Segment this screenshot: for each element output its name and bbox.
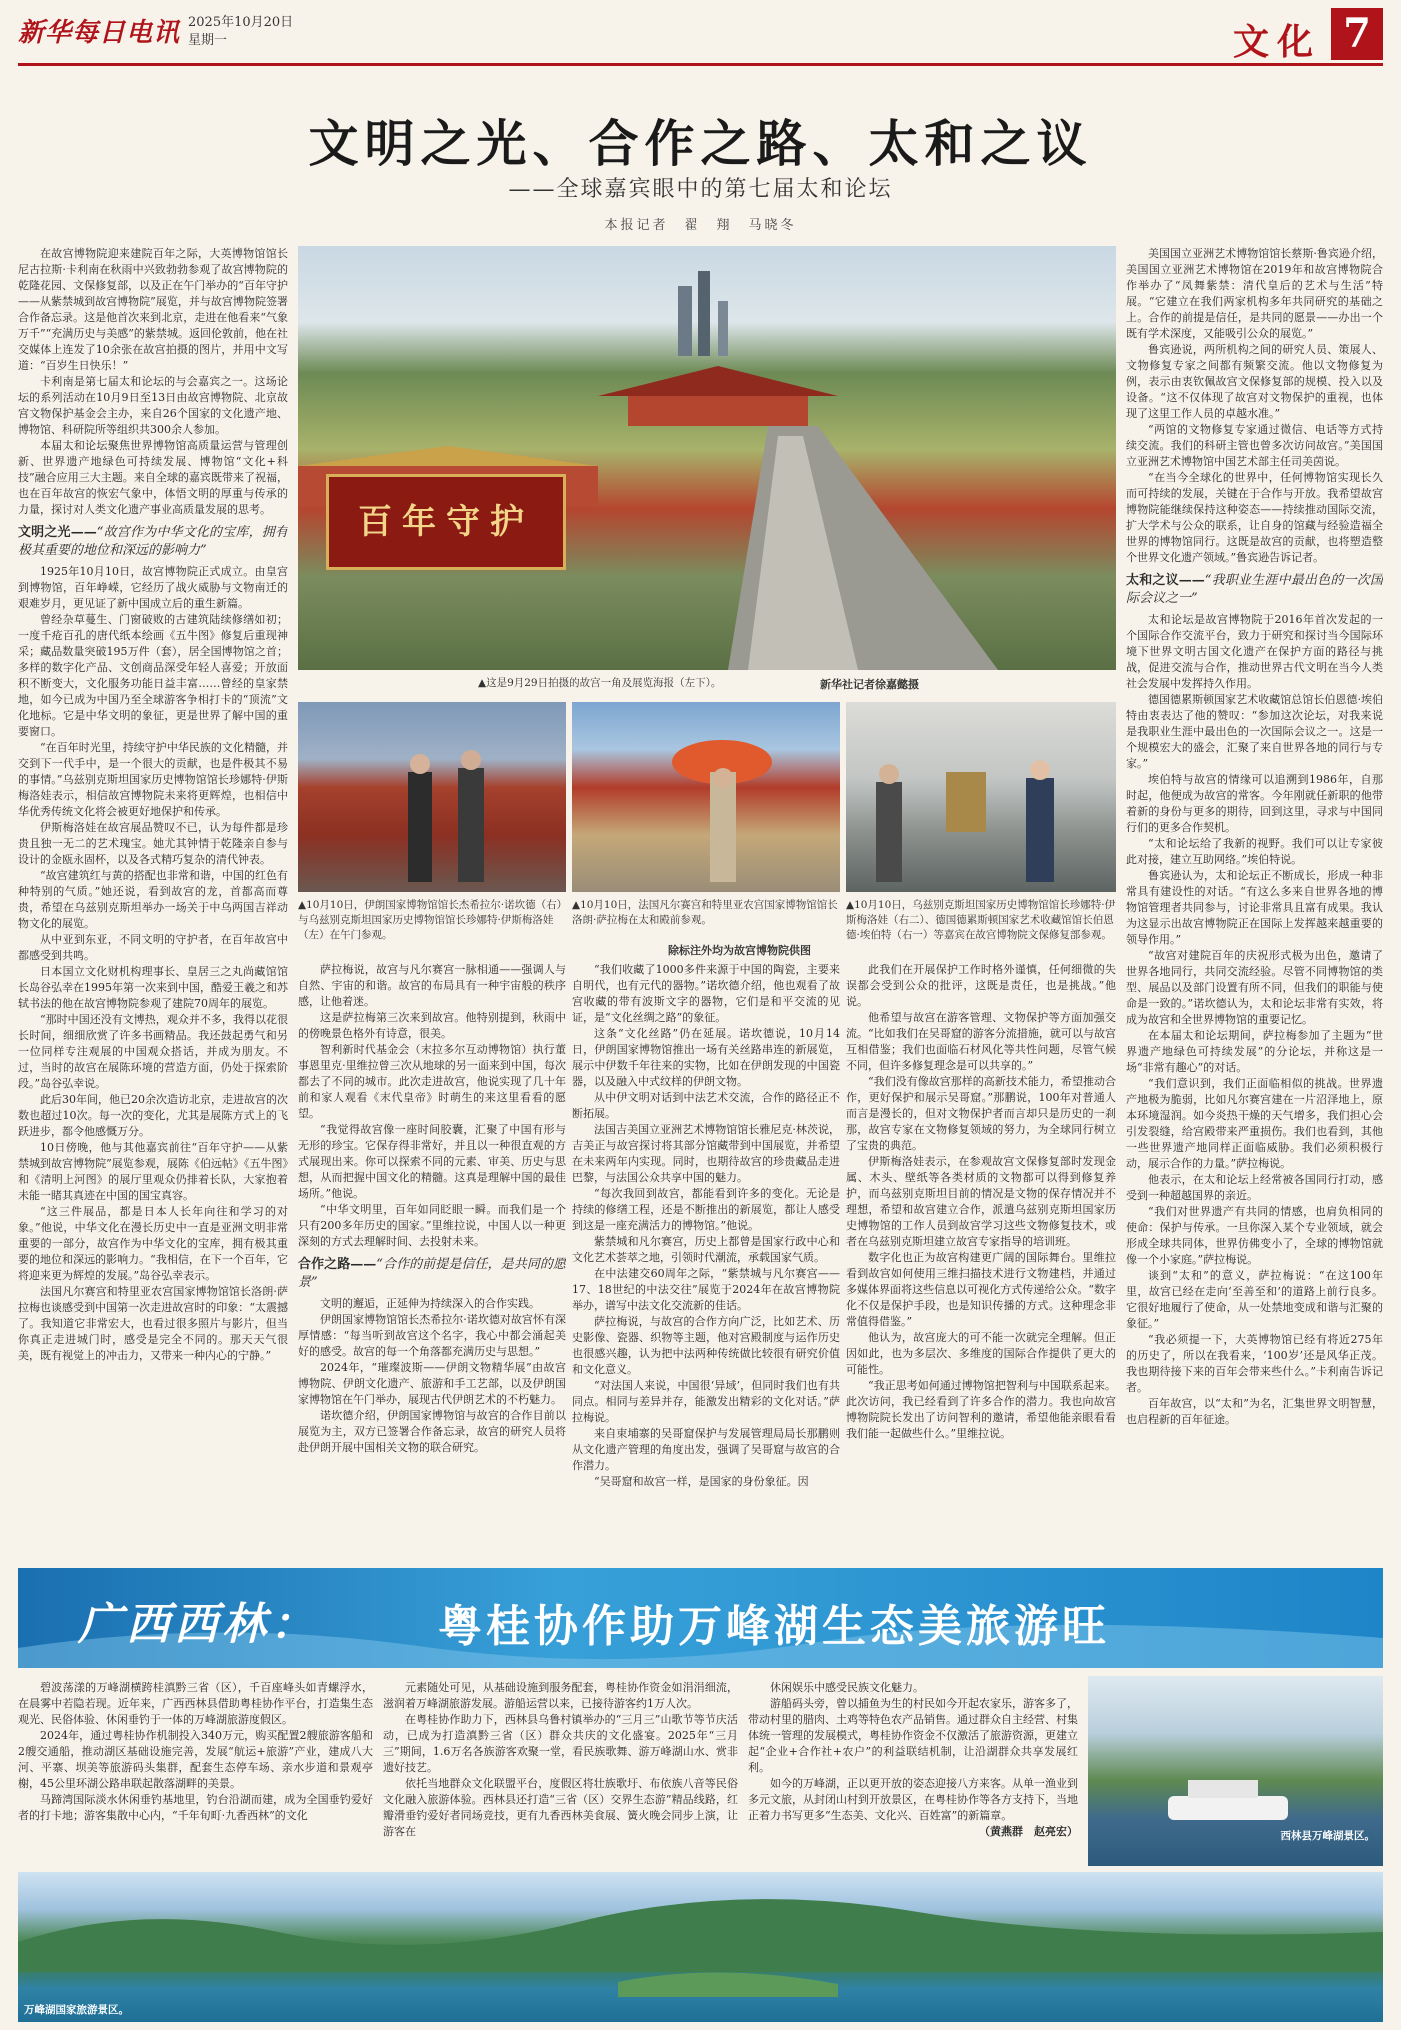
issue-date: 2025年10月20日	[188, 15, 294, 30]
paragraph: 太和论坛是故宫博物院于2016年首次发起的一个国际合作交流平台，致力于研究和探讨当今国际环境下世界文明古国文化遗产在保护方面的路径与挑战，促进交流与合作，推动世界古代文明在当今人类社会发展中发挥持久作用。	[1126, 613, 1383, 690]
main-photo-credit: 新华社记者徐嘉懿摄	[820, 678, 919, 691]
reporter-signature: （黄燕群 赵亮宏）	[979, 1825, 1078, 1838]
paragraph: “中华文明里，百年如同眨眼一瞬。而我们是一个只有200多年历史的国家。”里维拉说，中国人以一种更深刻的方式去理解时间、去投射未来。	[298, 1203, 566, 1248]
paragraph: “故宫对建院百年的庆祝形式极为出色，邀请了世界各地同行，共同交流经验。尽管不同博物馆的类型、展品以及部门设置有所不同，但我们的职能与使命是一致的。”诺坎德认为，太和论坛非常有实效，将成为故宫和全世界博物馆的重要记忆。	[1126, 949, 1383, 1026]
lake-boat-caption: 西林县万峰湖景区。	[1280, 1830, 1375, 1842]
photo-caption-2: ▲10月10日，法国凡尔赛宫和特里亚农宫国家博物馆馆长洛朗·萨拉梅在太和殿前参观。	[572, 899, 838, 926]
paragraph: 从中伊文明对话到中法艺术交流，合作的路径正不断拓展。	[572, 1091, 840, 1120]
paragraph: “两馆的文物修复专家通过微信、电话等方式持续交流。我们的科研主管也曾多次访问故宫。”美国国立亚洲艺术博物馆中国艺术部主任司美茵说。	[1126, 423, 1383, 468]
article-column-2	[298, 962, 566, 1558]
paragraph: 2024年，“璀璨波斯——伊朗文物精华展”由故宫博物院、伊朗文化遗产、旅游和手工艺部，以及伊朗国家博物馆在午门举办，展现古代伊朗艺术的不朽魅力。	[298, 1361, 566, 1406]
paragraph: “我们没有像故宫那样的高新技术能力，希望推动合作，更好保护和展示吴哥窟。”那鹏说，100年对普通人而言是漫长的，但对文物保护者而言却只是历史的一刹那，故宫专家在文物修复领域的努力，为全球同行树立了宝贵的典范。	[846, 1075, 1116, 1152]
paragraph: 来自束埔寨的吴哥窟保护与发展管理局局长那鹏则从文化遗产管理的角度出发，强调了吴哥窟与故宫的合作潜力。	[572, 1427, 840, 1472]
paragraph: “我们对世界遗产有共同的情感，也肩负相同的使命：保护与传承。一旦你深入某个专业领域，就会形成全球共同体，世界仿佛变小了，全球的博物馆就像一个小家庭。”萨拉梅说。	[1126, 1205, 1383, 1266]
paragraph: 2024年，通过粤桂协作机制投入340万元，购买配置2艘旅游客船和2艘交通船，推动湖区基础设施完善，发展“航运+旅游”产业，建成八大河、平寨、坝美等旅游码头集群，配套生态停车场、亲水步道和景观亭榭，45公里环湖公路串联起散落湖畔的美景。	[18, 1729, 373, 1790]
photo-conservation-department	[846, 702, 1116, 892]
paragraph: 美国国立亚洲艺术博物馆馆长蔡斯·鲁宾逊介绍，美国国立亚洲艺术博物馆在2019年和故宫博物院合作举办了“凤舞紫禁：清代皇后的艺术与生活”特展。“它建立在我们两家机构多年共同研究的基础之上。合作的前提是信任，是共同的愿景——办出一个既有学术深度，又能吸引公众的展览。”	[1126, 247, 1383, 340]
headline-subtitle: ——全球嘉宾眼中的第七届太和论坛	[508, 177, 893, 202]
paragraph: “我必须提一下，大英博物馆已经有将近275年的历史了，所以在我看来，‘100岁’还是风华正茂。我也期待接下来的百年会带来些什么。”卡利南告诉记者。	[1126, 1333, 1383, 1394]
paragraph: 依托当地群众文化联盟平台，度假区将壮族歌圩、布依族八音等民俗文化融入旅游体验。西林县还打造“三省（区）交界生态游”精品线路，红瓣滑垂钓爱好者同场竞技，更有九香西林美食展、簧火晚会同步上演，让游客在	[383, 1777, 738, 1838]
banner-headline: 粤桂协作助万峰湖生态美旅游旺	[438, 1601, 1110, 1652]
section-name: 文化	[1232, 21, 1321, 63]
newspaper-logo: 新华每日电讯	[18, 18, 181, 48]
paragraph: “太和论坛给了我新的视野。我们可以让专家彼此对接，建立互助网络。”埃伯特说。	[1126, 837, 1383, 866]
paragraph: 在粤桂协作助力下，西林县乌鲁村镇举办的“三月三”山歌节等节庆活动，已成为打造滇黔三省（区）群众共庆的文化盛宴。2025年“三月三”期间，1.6万名各族游客欢聚一堂，看民族歌舞、游万峰湖山水、赏非遗好技艺。	[383, 1713, 738, 1774]
paragraph: 数字化也正为故宫构建更广阔的国际舞台。里维拉看到故宫如何使用三维扫描技术进行文物建档，并通过多媒体界面将这些信息以可视化方式传递给公众。“数字化不仅是保护手段，也是知识传播的方式。这种理念非常值得借鉴。”	[846, 1251, 1116, 1328]
paragraph: 萨拉梅说，与故宫的合作方向广泛，比如艺术、历史影像、瓷器、织物等主题，他对宫殿制度与运作历史也很感兴趣，认为把中法两种传统做比较很有研究价值和文化意义。	[572, 1315, 840, 1376]
issue-date-block	[188, 14, 293, 50]
paragraph: “我正思考如何通过博物馆把智利与中国联系起来。此次访问，我已经看到了许多合作的潜力。我也向故宫博物院院长发出了访问智利的邀请，希望他能亲眼看看我们能一起做些什么。”里维拉说。	[846, 1379, 1116, 1440]
paragraph: 法国凡尔赛宫和特里亚农宫国家博物馆馆长洛朗·萨拉梅也谈感受到中国第一次走进故宫时的印象：“太震撼了。我知道它非常宏大，也看过很多照片与影片，但当你真正走进城门时，感受是完全不同的。那天天气很美，既有视觉上的冲击力，又带来一种内心的宁静。”	[18, 1285, 288, 1362]
paragraph: “那时中国还没有文博热，观众并不多，我得以花很长时间，细细欣赏了许多书画精品。我还鼓起勇气和另一位同样专注观展的中国观众搭话，并成为朋友。不过，当时的故宫在展陈环境的营造方面，仍处于探索阶段。”岛谷弘幸说。	[18, 1013, 288, 1090]
conservation-visitors	[846, 702, 1116, 892]
photo-hall-of-supreme-harmony	[572, 702, 840, 892]
paragraph: 萨拉梅说，故宫与凡尔赛宫一脉相通——强调人与自然、宇宙的和谐。故宫的布局具有一种宇宙般的秩序感，让他着迷。	[298, 963, 566, 1008]
paragraph: 伊斯梅洛娃表示，在参观故宫文保修复部时发现金属、木头、壁纸等各类材质的文物都可以得到修复养护，而乌兹别克斯坦目前的情况是文物的保存情况并不理想，希望和故宫建立合作，派遣乌兹别克斯坦国家历史博物馆的工作人员到故宫学习这些文物修复技术，或者在乌兹别克斯坦建立故宫专家指导的培训班。	[846, 1155, 1116, 1248]
paragraph: 百年故宫，以“太和”为名，汇集世界文明智慧，也启程新的百年征途。	[1126, 1397, 1383, 1426]
headline-title: 文明之光、合作之路、太和之议	[308, 114, 1093, 173]
paragraph: 文明的邂逅，正延伸为持续深入的合作实践。	[320, 1297, 540, 1310]
photo-wanfeng-lake-panorama	[18, 1872, 1383, 2022]
banner-location: 广西西林：	[78, 1599, 318, 1650]
paragraph: 休闲娱乐中感受民族文化魅力。	[770, 1681, 924, 1694]
paragraph: 埃伯特与故宫的情缘可以追溯到1986年，自那时起，他便成为故宫的常客。今年刚就任新职的他带着新的身份与更多的期待，回到这里，寻求与中国同行们的更多合作契机。	[1126, 773, 1383, 834]
paragraph: 他希望与故宫在游客管理、文物保护等方面加强交流。“比如我们在吴哥窟的游客分流措施，就可以与故宫互相借鉴；我们也面临石材风化等共性问题，尽管气候不同，但许多修复理念是可以共享的。”	[846, 1011, 1116, 1072]
paragraph: 此后30年间，他已20余次造访北京，走进故宫的次数也超过10次。每一次的变化，尤其是展陈方式上的飞跃进步，都令他感慨万分。	[18, 1093, 288, 1138]
paragraph: 这是萨拉梅第三次来到故宫。他特别提到，秋雨中的傍晚景色格外有诗意，很美。	[298, 1011, 566, 1040]
paragraph: 鲁宾逊说，两所机构之间的研究人员、策展人、文物修复专家之间都有频繁交流。他以文物修复为例，表示由衷钦佩故宫文保修复部的规模、投入以及设备。“这不仅体现了故宫对文物保护的重视，也体现了这里工作人员的卓越水准。”	[1126, 343, 1383, 420]
photo-meridian-gate-visitors	[298, 702, 566, 892]
paragraph: 如今的万峰湖，正以更开放的姿态迎接八方来客。从单一渔业到多元文旅，从封闭山村到开放景区，在粤桂协作等各方支持下，当地正着力书写更多“生态美、文化兴、百姓富”的新篇章。	[748, 1777, 1078, 1822]
paragraph: 日本国立文化财机构理事长、皇居三之丸尚藏馆馆长岛谷弘幸在1995年第一次来到中国，酷爱王羲之和苏轼书法的他在故宫博物院参观了建院70周年的展览。	[18, 965, 288, 1010]
paragraph: 1925年10月10日，故宫博物院正式成立。由皇宫到博物馆，百年峥嵘，它经历了战火威胁与文物南迁的艰难岁月，更见证了新中国成立后的重生新篇。	[18, 565, 288, 610]
paragraph: 法国吉美国立亚洲艺术博物馆馆长雅尼克·林茨说，吉美正与故宫探讨将其部分馆藏带到中国展览，并希望在未来两年内实现。同时，也期待故宫的珍贵藏品走进巴黎，与法国公众共享中国的魅力。	[572, 1123, 840, 1184]
exhibition-poster	[326, 474, 566, 570]
paragraph: 马蹄湾国际淡水休闲垂钓基地里，钓台沿湖而建，成为全国垂钓爱好者的打卡地；游客集散中心内，“千年旬町·九香西林”的文化	[18, 1793, 373, 1822]
section-heading-2: 合作之路——“合作的前提是信任，是共同的愿景”	[298, 1257, 566, 1290]
lake-landscape	[18, 1872, 1383, 2022]
paragraph: “吴哥窟和故宫一样，是国家的身份象征。因	[594, 1475, 809, 1488]
photo-wanfeng-lake-boat	[1088, 1676, 1383, 1866]
paragraph: 鲁宾逊认为，太和论坛正不断成长，形成一种非常具有建设性的对话。“有这么多来自世界各地的博物馆管理者共同参与，讨论非常具且富有成果。我认为这显示出故宫博物院正在国际上发挥越来越重要的领导作用。”	[1126, 869, 1383, 946]
paragraph: “对法国人来说，中国很‘异域’，但同时我们也有共同点。相同与差异并存，能激发出精彩的文化对话。”萨拉梅说。	[572, 1379, 840, 1424]
masthead	[18, 8, 1383, 66]
paragraph: 碧波荡漾的万峰湖横跨桂滇黔三省（区），千百座峰头如青螺浮水，在晨雾中若隐若现。近年来，广西西林县借助粤桂协作平台，打造集生态观光、民俗体验、休闲垂钓于一体的万峰湖旅游度假区。	[18, 1681, 373, 1726]
paragraph: “我们收藏了1000多件来源于中国的陶瓷，主要来自明代，也有元代的器物。”诺坎德介绍，他也观看了故宫收藏的带有波斯文字的器物，它们是和平交流的见证，是“文化丝绸之路”的象征。	[572, 963, 840, 1024]
paragraph: “在当今全球化的世界中，任何博物馆实现长久而可持续的发展，关键在于合作与开放。我希望故宫博物院能继续保持这种姿态——持续推动国际交流，扩大学术与公众的联系，让自身的馆藏与经验造福全世界的博物馆同行。这既是故宫的贡献，也将塑造整个世界文化遗产领域。”鲁宾逊告诉记者。	[1126, 471, 1383, 564]
paragraph: 在中法建交60周年之际，“紫禁城与凡尔赛宫——17、18世纪的中法交往”展览于2024年在故宫博物院举办，谱写中法文化交流新的佳话。	[572, 1267, 840, 1312]
article-column-4	[846, 962, 1116, 1558]
paragraph: 他表示，在太和论坛上经常被各国同行打动，感受到一种超越国界的亲近。	[1126, 1173, 1383, 1202]
paragraph: 曾经杂草蔓生、门窗破败的古建筑陆续修缮如初；一度千疮百孔的唐代纸本绘画《五牛图》修复后重现神采；藏品数量突破195万件（套），居全国博物馆之首；多样的数字化产品、文创商品深受年轻人喜爱；开放面积不断变大，文化服务功能日益丰富……曾经的皇家禁地，如今已成为中国乃至全球游客争相打卡的“顶流”文化地标。它是中华文明的象征，更是世界了解中国的重要窗口。	[18, 613, 288, 738]
photo-source-note: 除标注外均为故宫博物院供图	[668, 944, 811, 957]
lake-panorama-caption: 万峰湖国家旅游景区。	[24, 2004, 129, 2016]
forbidden-city-illustration	[298, 246, 1116, 670]
main-photo-forbidden-city	[298, 246, 1116, 670]
paragraph: 10日傍晚，他与其他嘉宾前往“百年守护——从紫禁城到故宫博物院”展览参观，展陈《伯远帖》《五牛图》和《清明上河图》的展厅里观众仍排着长队，大家抱着未能一睹其真迹在中国的国宝真容。	[18, 1141, 288, 1202]
main-photo-caption: ▲这是9月29日拍摄的故宫一角及展览海报（左下）。	[478, 677, 722, 689]
photo-caption-1: ▲10月10日，伊朗国家博物馆馆长杰希拉尔·诺坎德（右）与乌兹别克斯坦国家历史博物馆馆长珍娜特·伊斯梅洛娃（左）在午门参观。	[298, 899, 562, 941]
visitors-silhouettes	[298, 702, 566, 892]
section-heading-3: 太和之议——“我职业生涯中最出色的一次国际会议之一”	[1126, 573, 1383, 606]
byline: 本报记者 翟 翔 马晓冬	[604, 218, 797, 233]
article-column-1	[18, 246, 288, 1558]
paragraph: “在百年时光里，持续守护中华民族的文化精髓，并交到下一代手中，是一个很大的贡献，也是件极其不易的事情。”乌兹别克斯坦国家历史博物馆馆长珍娜特·伊斯梅洛娃表示，相信故宫博物院未来将更辉煌，也相信中华优秀传统文化将会被更好地保护和传承。	[18, 741, 288, 818]
exhibition-poster-text: 百年守护	[358, 502, 534, 542]
paragraph: 伊斯梅洛娃在故宫展品赞叹不已，认为每件都是珍贵且独一无二的艺术瑰宝。她尤其钟情于乾隆亲自参与设计的金瓯永固杯，以及各式精巧复杂的清代钟表。	[18, 821, 288, 866]
paragraph: 在故宫博物院迎来建院百年之际，大英博物馆馆长尼古拉斯·卡利南在秋雨中兴致勃勃参观了故宫博物院的乾隆花园、文保修复部，以及正在午门举办的“百年守护——从紫禁城到故宫博物院”展览，并与故宫博物院签署合作备忘录。这是他首次来到北京，走进在他看来“气象万千”“充满历史与美感”的紫禁城。返回伦敦前，他在社交媒体上连发了10余张在故宫拍摄的图片，并用中文写道：“百岁生日快乐！”	[18, 247, 288, 372]
paragraph: 诺坎德介绍，伊朗国家博物馆与故宫的合作目前以展览为主，双方已签署合作备忘录，故宫的研究人员将赴伊朗开展中国相关文物的联合研究。	[298, 1409, 566, 1454]
paragraph: 此我们在开展保护工作时格外谨慎，任何细微的失误都会受到公众的批评，这既是责任，也是挑战。”他说。	[846, 963, 1116, 1008]
article-column-5	[1126, 246, 1383, 1558]
article-column-3	[572, 962, 840, 1558]
bottom-column-1	[18, 1680, 373, 1860]
paragraph: “我觉得故宫像一座时间胶囊，汇聚了中国有形与无形的珍宝。它保存得非常好，并且以一种很直观的方式展现出来。你可以探索不同的元素、审美、历史与思想，从而把握中国文化的精髓。这真是理解中国的最佳场所。”他说。	[298, 1123, 566, 1200]
paragraph: 从中亚到东亚，不同文明的守护者，在百年故宫中都感受到共鸣。	[18, 933, 288, 962]
bottom-column-3	[748, 1680, 1078, 1860]
paragraph: 在本届太和论坛期间，萨拉梅参加了主题为“世界遗产地绿色可持续发展”的分论坛，并称这是一场“非常有趣心”的对话。	[1126, 1029, 1383, 1074]
feature-banner	[18, 1568, 1383, 1668]
paragraph: 谈到“太和”的意义，萨拉梅说：“在这100年里，故宫已经在走向‘至善至和’的道路上前行良多。它很好地履行了使命，从一处禁地变成和谐与汇聚的象征。”	[1126, 1269, 1383, 1330]
page-number: 7	[1331, 8, 1383, 60]
paragraph: “每次我回到故宫，都能看到许多的变化。无论是持续的修缮工程，还是不断推出的新展览，都让人感受到这是一座充满活力的博物馆。”他说。	[572, 1187, 840, 1232]
paragraph: “这三件展品，都是日本人长年向往和学习的对象。”他说，中华文化在漫长历史中一直是亚洲文明非常重要的一部分，故宫作为中华文化的宝库，拥有极其重要的地位和深远的影响力。“我相信，在下一个百年，它将迎来更为辉煌的发展。”岛谷弘幸表示。	[18, 1205, 288, 1282]
issue-weekday: 星期一	[188, 33, 228, 48]
paragraph: 智利新时代基金会（末拉多尔互动博物馆）执行董事恩里克·里维拉曾三次从地球的另一面来到中国，每次都去了不同的城市。此次走进故宫，他说实现了几十年前和家人观看《末代皇帝》时萌生的来这里看看的愿望。	[298, 1043, 566, 1120]
paragraph: 紫禁城和凡尔赛宫，历史上都曾是国家行政中心和文化艺术荟萃之地，引领时代潮流，承载国家气质。	[572, 1235, 840, 1264]
paragraph: “我们意识到，我们正面临相似的挑战。世界遗产地极为脆弱，比如凡尔赛宫建在一片沼泽地上，原本环境湿润。如今炎热干燥的天气增多，我们担心会引发裂缝，给宫殿带来严重损伤。我们也看到，其他一些世界遗产地同样正面临威胁。我们必须积极行动，展示合作的力量。”萨拉梅说。	[1126, 1077, 1383, 1170]
photo-caption-3: ▲10月10日，乌兹别克斯坦国家历史博物馆馆长珍娜特·伊斯梅洛娃（右二）、德国德累斯顿国家艺术收藏馆馆长伯恩德·埃伯特（右一）等嘉宾在故宫博物院文保修复部参观。	[846, 899, 1116, 941]
paragraph: 伊朗国家博物馆馆长杰希拉尔·诺坎德对故宫怀有深厚情感：“每当听到故宫这个名字，我心中都会涌起美好的感受。故宫的每一个角落都充满历史与思想。”	[298, 1313, 566, 1358]
paragraph: 他认为，故宫庞大的可不能一次就完全理解。但正因如此，也为多层次、多维度的国际合作提供了更大的可能性。	[846, 1331, 1116, 1376]
section-heading-1: 文明之光——“故宫作为中华文化的宝库，拥有极其重要的地位和深远的影响力”	[18, 525, 288, 558]
bottom-column-2	[383, 1680, 738, 1860]
paragraph: 这条“文化丝路”仍在延展。诺坎德说，10月14日，伊朗国家博物馆推出一场有关丝路串连的新展览，展示中伊数千年往来的实物，比如在伊朗发现的中国瓷器，以及融入中式纹样的伊朗文物。	[572, 1027, 840, 1088]
paragraph: “故宫建筑红与黄的搭配也非常和谐，中国的红色有种特别的气质。”她还说，看到故宫的龙，首都高而尊贵，希望在乌兹别克斯坦举办一场关于中乌两国吉祥动物文化的展览。	[18, 869, 288, 930]
paragraph: 本届太和论坛聚焦世界博物馆高质量运营与管理创新、世界遗产地绿色可持续发展、博物馆“文化+科技”融合应用三大主题。来自全球的嘉宾既带来了祝福，也在百年故宫的恢宏气象中，体悟文明的厚重与传承的力量，探讨对人类文化遗产事业高质量发展的思考。	[18, 439, 288, 516]
paragraph: 元素随处可见，从基础设施到服务配套，粤桂协作资金如涓涓细流，滋润着万峰湖旅游发展。游船运营以来，已接待游客约1万人次。	[383, 1681, 738, 1710]
paragraph: 卡利南是第七届太和论坛的与会嘉宾之一。这场论坛的系列活动在10月9日至13日由故宫博物院、北京故宫文物保护基金会主办，来自26个国家的文化遗产地、博物馆、科研院所等组织共300余人参加。	[18, 375, 288, 436]
paragraph: 游船码头旁，曾以捕鱼为生的村民如今开起农家乐，游客多了，带动村里的腊肉、土鸡等特色农产品销售。通过群众自主经营、村集体统一管理的发展模式，粤桂协作资金不仅激活了旅游资源，更建立起“企业+合作社+农户”的利益联结机制，让沿湖群众共享发展红利。	[748, 1697, 1078, 1774]
umbrella-visitor	[572, 702, 840, 892]
paragraph: 德国德累斯顿国家艺术收藏馆总馆长伯恩德·埃伯特由衷表达了他的赞叹：“参加这次论坛，对我来说是我职业生涯中最出色的一次国际会议之一。这是一个规模宏大的盛会，汇聚了来自世界各地的同行与专家。”	[1126, 693, 1383, 770]
